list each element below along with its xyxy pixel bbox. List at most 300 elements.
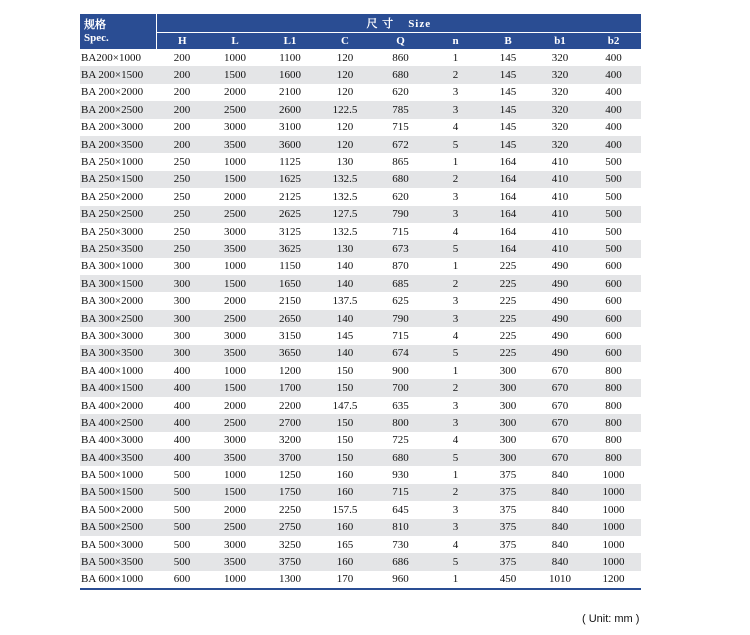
spec-cell: BA 400×1500 — [81, 382, 144, 395]
value-cell: 400 — [605, 69, 622, 82]
table-row — [80, 49, 641, 66]
value-cell: 685 — [392, 277, 409, 290]
value-cell: 2500 — [224, 521, 246, 534]
value-cell: 150 — [336, 434, 354, 447]
value-cell: 800 — [392, 416, 409, 429]
value-cell: 164 — [499, 156, 517, 169]
spec-cell: BA 300×3000 — [81, 329, 144, 342]
value-cell: 130 — [336, 242, 354, 255]
value-cell: 225 — [499, 312, 517, 325]
spec-cell: BA 200×2000 — [81, 86, 144, 99]
value-cell: 410 — [551, 190, 569, 203]
value-cell: 400 — [605, 138, 622, 151]
value-cell: 500 — [605, 225, 622, 238]
value-cell: 1000 — [602, 469, 625, 482]
value-cell: 1000 — [602, 556, 625, 569]
value-cell: 2500 — [224, 208, 246, 221]
value-cell: 375 — [499, 486, 517, 499]
value-cell: 500 — [605, 173, 622, 186]
table-row — [80, 188, 641, 205]
value-cell: 320 — [551, 86, 569, 99]
size-header-en: Size — [408, 18, 432, 30]
value-cell: 3150 — [279, 329, 301, 342]
spec-cell: BA 500×3500 — [81, 556, 144, 569]
value-cell: 320 — [551, 103, 569, 116]
column-header-row — [80, 33, 641, 50]
value-cell: 140 — [336, 312, 354, 325]
value-cell: 500 — [605, 190, 622, 203]
value-cell: 145 — [499, 86, 517, 99]
value-cell: 120 — [336, 51, 354, 64]
value-cell: 960 — [372, 571, 429, 589]
value-cell: 145 — [336, 329, 354, 342]
value-cell: 1000 — [602, 486, 625, 499]
value-cell: 3000 — [224, 329, 246, 342]
value-cell: 1500 — [224, 382, 246, 395]
spec-cell: BA 400×3000 — [81, 434, 144, 447]
value-cell: 410 — [551, 156, 569, 169]
spec-cell: BA 500×1000 — [81, 469, 144, 482]
value-cell: 145 — [499, 69, 517, 82]
value-cell: 790 — [392, 312, 409, 325]
value-cell: 122.5 — [332, 103, 358, 116]
value-cell: 3100 — [279, 121, 301, 134]
value-cell: 2600 — [279, 103, 301, 116]
value-cell: 132.5 — [332, 190, 358, 203]
spec-cell: BA 400×2000 — [81, 399, 144, 412]
table-row — [80, 414, 641, 431]
value-cell: 250 — [173, 156, 191, 169]
value-cell: 2250 — [279, 503, 301, 516]
unit-note: ( Unit: mm ) — [582, 613, 640, 625]
value-cell: 132.5 — [332, 225, 358, 238]
value-cell: 490 — [551, 329, 569, 342]
value-cell: 3000 — [224, 538, 246, 551]
value-cell: 2150 — [279, 295, 301, 308]
value-cell: 1000 — [224, 51, 246, 64]
value-cell: 3200 — [279, 434, 301, 447]
value-cell: 3500 — [224, 138, 246, 151]
value-cell: 674 — [392, 347, 409, 360]
table-row — [80, 501, 641, 518]
table-row — [80, 240, 641, 257]
value-cell: 400 — [173, 382, 191, 395]
spec-cell: BA 200×2500 — [81, 103, 144, 116]
value-cell: 3500 — [224, 347, 246, 360]
table-row — [80, 292, 641, 309]
value-cell: 225 — [499, 260, 517, 273]
value-cell: 4 — [452, 225, 459, 238]
value-cell: 137.5 — [332, 295, 358, 308]
value-cell: 620 — [392, 190, 409, 203]
spec-cell: BA 300×2500 — [81, 312, 144, 325]
value-cell: 1000 — [224, 469, 246, 482]
value-cell: 1300 — [262, 571, 318, 589]
value-cell: 5 — [452, 347, 459, 360]
value-cell: 120 — [336, 69, 354, 82]
value-cell: 2 — [452, 486, 459, 499]
spec-cell: BA 250×2000 — [81, 190, 144, 203]
value-cell: 164 — [499, 242, 517, 255]
value-cell: 300 — [499, 434, 517, 447]
value-cell: 2650 — [279, 312, 301, 325]
value-cell: 300 — [173, 260, 191, 273]
table-row — [80, 327, 641, 344]
spec-cell: BA 500×2500 — [81, 521, 144, 534]
value-cell: 200 — [173, 51, 191, 64]
value-cell: 225 — [499, 329, 517, 342]
value-cell: 145 — [499, 103, 517, 116]
value-cell: 2200 — [279, 399, 301, 412]
value-cell: 500 — [173, 469, 191, 482]
value-cell: 1500 — [224, 173, 246, 186]
value-cell: 120 — [336, 121, 354, 134]
value-cell: 3 — [452, 503, 459, 516]
value-cell: 225 — [499, 277, 517, 290]
value-cell: 1500 — [224, 486, 246, 499]
value-cell: 5 — [452, 138, 459, 151]
value-cell: 870 — [392, 260, 409, 273]
value-cell: 3125 — [279, 225, 301, 238]
spec-cell: BA 300×1000 — [81, 260, 144, 273]
value-cell: 800 — [605, 434, 622, 447]
value-cell: 200 — [173, 69, 191, 82]
table-row — [80, 553, 641, 570]
value-cell: 1600 — [279, 69, 301, 82]
value-cell: 157.5 — [332, 503, 358, 516]
value-cell: 490 — [551, 295, 569, 308]
value-cell: 300 — [173, 312, 191, 325]
value-cell: 4 — [452, 121, 459, 134]
value-cell: 165 — [336, 538, 354, 551]
value-cell: 600 — [605, 347, 622, 360]
value-cell: 1 — [452, 51, 459, 64]
table-row — [80, 223, 641, 240]
spec-cell: BA 200×1500 — [81, 69, 144, 82]
value-cell: 1200 — [279, 364, 301, 377]
value-cell: 686 — [392, 556, 409, 569]
value-cell: 145 — [499, 121, 517, 134]
value-cell: 500 — [173, 521, 191, 534]
value-cell: 3000 — [224, 434, 246, 447]
spec-cell: BA 600×1000 — [80, 571, 156, 589]
value-cell: 1000 — [602, 538, 625, 551]
size-header — [156, 14, 641, 33]
spec-cell: BA 200×3000 — [81, 121, 144, 134]
value-cell: 127.5 — [332, 208, 358, 221]
value-cell: 164 — [499, 208, 517, 221]
value-cell: 300 — [173, 329, 191, 342]
spec-table — [80, 14, 641, 590]
value-cell: 840 — [551, 503, 569, 516]
table-row — [80, 379, 641, 396]
value-cell: 5 — [452, 451, 459, 464]
value-cell: 2 — [452, 382, 459, 395]
value-cell: 3700 — [279, 451, 301, 464]
column-header: L1 — [262, 33, 318, 50]
value-cell: 500 — [173, 538, 191, 551]
value-cell: 490 — [551, 347, 569, 360]
value-cell: 200 — [173, 103, 191, 116]
spec-cell: BA200×1000 — [81, 51, 141, 64]
table-row — [80, 519, 641, 536]
value-cell: 1 — [429, 571, 482, 589]
spec-cell: BA 250×3500 — [81, 242, 144, 255]
table-row — [80, 84, 641, 101]
value-cell: 375 — [499, 556, 517, 569]
value-cell: 1500 — [224, 277, 246, 290]
value-cell: 145 — [499, 51, 517, 64]
value-cell: 300 — [499, 416, 517, 429]
column-header: H — [156, 33, 208, 50]
value-cell: 1000 — [224, 260, 246, 273]
value-cell: 3 — [452, 190, 459, 203]
value-cell: 150 — [336, 451, 354, 464]
table-row — [80, 449, 641, 466]
value-cell: 500 — [173, 556, 191, 569]
value-cell: 840 — [551, 538, 569, 551]
value-cell: 625 — [392, 295, 409, 308]
value-cell: 2750 — [279, 521, 301, 534]
value-cell: 164 — [499, 225, 517, 238]
value-cell: 250 — [173, 242, 191, 255]
spec-cell: BA 250×3000 — [81, 225, 144, 238]
table-row — [80, 362, 641, 379]
value-cell: 250 — [173, 208, 191, 221]
value-cell: 300 — [173, 277, 191, 290]
value-cell: 1200 — [586, 571, 641, 589]
value-cell: 2500 — [224, 312, 246, 325]
value-cell: 1 — [452, 260, 459, 273]
value-cell: 3500 — [224, 556, 246, 569]
value-cell: 2000 — [224, 503, 246, 516]
spec-cell: BA 300×1500 — [81, 277, 144, 290]
value-cell: 2500 — [224, 103, 246, 116]
spec-cell: BA 300×2000 — [81, 295, 144, 308]
value-cell: 1700 — [279, 382, 301, 395]
table-row — [80, 171, 641, 188]
value-cell: 700 — [392, 382, 409, 395]
value-cell: 1750 — [279, 486, 301, 499]
value-cell: 4 — [452, 434, 459, 447]
value-cell: 3000 — [224, 121, 246, 134]
column-header: b2 — [586, 33, 641, 50]
value-cell: 635 — [392, 399, 409, 412]
value-cell: 2000 — [224, 190, 246, 203]
value-cell: 1000 — [602, 503, 625, 516]
value-cell: 375 — [499, 503, 517, 516]
value-cell: 800 — [605, 416, 622, 429]
value-cell: 680 — [392, 173, 409, 186]
value-cell: 160 — [336, 556, 354, 569]
value-cell: 3600 — [279, 138, 301, 151]
value-cell: 673 — [392, 242, 409, 255]
value-cell: 900 — [392, 364, 409, 377]
value-cell: 120 — [336, 86, 354, 99]
value-cell: 140 — [336, 347, 354, 360]
value-cell: 490 — [551, 260, 569, 273]
value-cell: 5 — [452, 556, 459, 569]
value-cell: 670 — [551, 416, 569, 429]
value-cell: 320 — [551, 51, 569, 64]
value-cell: 400 — [605, 86, 622, 99]
value-cell: 3500 — [224, 242, 246, 255]
value-cell: 164 — [499, 190, 517, 203]
table-row — [80, 258, 641, 275]
spec-cell: BA 400×1000 — [81, 364, 144, 377]
value-cell: 2700 — [279, 416, 301, 429]
value-cell: 672 — [392, 138, 409, 151]
value-cell: 160 — [336, 521, 354, 534]
spec-cell: BA 200×3500 — [81, 138, 144, 151]
value-cell: 160 — [336, 469, 354, 482]
value-cell: 3650 — [279, 347, 301, 360]
value-cell: 1150 — [279, 260, 301, 273]
value-cell: 300 — [499, 364, 517, 377]
value-cell: 400 — [173, 451, 191, 464]
value-cell: 2 — [452, 173, 459, 186]
value-cell: 840 — [551, 521, 569, 534]
value-cell: 785 — [392, 103, 409, 116]
value-cell: 300 — [499, 451, 517, 464]
value-cell: 670 — [551, 364, 569, 377]
value-cell: 145 — [499, 138, 517, 151]
value-cell: 1650 — [279, 277, 301, 290]
table-row — [80, 136, 641, 153]
table-row — [80, 484, 641, 501]
value-cell: 400 — [173, 434, 191, 447]
value-cell: 3250 — [279, 538, 301, 551]
value-cell: 400 — [173, 399, 191, 412]
column-header: L — [208, 33, 262, 50]
value-cell: 150 — [336, 364, 354, 377]
value-cell: 500 — [605, 242, 622, 255]
value-cell: 1 — [452, 156, 459, 169]
value-cell: 4 — [452, 538, 459, 551]
value-cell: 170 — [318, 571, 372, 589]
value-cell: 3 — [452, 86, 459, 99]
value-cell: 500 — [605, 208, 622, 221]
value-cell: 3000 — [224, 225, 246, 238]
value-cell: 680 — [392, 451, 409, 464]
value-cell: 2000 — [224, 399, 246, 412]
value-cell: 840 — [551, 486, 569, 499]
value-cell: 620 — [392, 86, 409, 99]
value-cell: 600 — [156, 571, 208, 589]
value-cell: 810 — [392, 521, 409, 534]
value-cell: 490 — [551, 312, 569, 325]
value-cell: 3 — [452, 295, 459, 308]
value-cell: 600 — [605, 295, 622, 308]
value-cell: 800 — [605, 451, 622, 464]
spec-cell: BA 300×3500 — [81, 347, 144, 360]
spec-cell: BA 500×2000 — [81, 503, 144, 516]
value-cell: 730 — [392, 538, 409, 551]
spec-header-zh: 规格 — [84, 18, 106, 31]
value-cell: 715 — [392, 121, 409, 134]
value-cell: 790 — [392, 208, 409, 221]
value-cell: 930 — [392, 469, 409, 482]
value-cell: 225 — [499, 295, 517, 308]
value-cell: 670 — [551, 434, 569, 447]
table-row — [80, 153, 641, 170]
value-cell: 410 — [551, 208, 569, 221]
table-row — [80, 345, 641, 362]
value-cell: 600 — [605, 277, 622, 290]
value-cell: 450 — [482, 571, 534, 589]
value-cell: 1000 — [224, 156, 246, 169]
value-cell: 600 — [605, 260, 622, 273]
value-cell: 1500 — [224, 69, 246, 82]
value-cell: 715 — [392, 486, 409, 499]
spec-cell: BA 500×3000 — [81, 538, 144, 551]
table-row — [80, 119, 641, 136]
value-cell: 600 — [605, 329, 622, 342]
value-cell: 3750 — [279, 556, 301, 569]
value-cell: 140 — [336, 277, 354, 290]
value-cell: 1 — [452, 364, 459, 377]
value-cell: 490 — [551, 277, 569, 290]
value-cell: 865 — [392, 156, 409, 169]
value-cell: 410 — [551, 242, 569, 255]
value-cell: 2 — [452, 69, 459, 82]
value-cell: 840 — [551, 469, 569, 482]
value-cell: 1000 — [224, 364, 246, 377]
table-row — [80, 432, 641, 449]
value-cell: 680 — [392, 69, 409, 82]
value-cell: 320 — [551, 138, 569, 151]
value-cell: 500 — [173, 486, 191, 499]
table-row — [80, 275, 641, 292]
value-cell: 840 — [551, 556, 569, 569]
value-cell: 3 — [452, 312, 459, 325]
value-cell: 3 — [452, 521, 459, 534]
spec-cell: BA 250×1500 — [81, 173, 144, 186]
value-cell: 320 — [551, 121, 569, 134]
value-cell: 500 — [173, 503, 191, 516]
value-cell: 375 — [499, 538, 517, 551]
value-cell: 1125 — [279, 156, 301, 169]
value-cell: 3 — [452, 416, 459, 429]
value-cell: 3 — [452, 208, 459, 221]
value-cell: 250 — [173, 225, 191, 238]
value-cell: 300 — [499, 382, 517, 395]
spec-cell: BA 250×2500 — [81, 208, 144, 221]
value-cell: 400 — [605, 121, 622, 134]
spec-cell: BA 400×2500 — [81, 416, 144, 429]
spec-cell: BA 400×3500 — [81, 451, 144, 464]
value-cell: 132.5 — [332, 173, 358, 186]
table-header — [80, 14, 641, 49]
table-row — [80, 397, 641, 414]
value-cell: 800 — [605, 364, 622, 377]
value-cell: 3 — [452, 103, 459, 116]
value-cell: 1000 — [208, 571, 262, 589]
value-cell: 3500 — [224, 451, 246, 464]
value-cell: 2625 — [279, 208, 301, 221]
value-cell: 2125 — [279, 190, 301, 203]
value-cell: 160 — [336, 486, 354, 499]
value-cell: 2 — [452, 277, 459, 290]
value-cell: 715 — [392, 225, 409, 238]
value-cell: 670 — [551, 382, 569, 395]
table-row — [80, 101, 641, 118]
value-cell: 4 — [452, 329, 459, 342]
column-header: b1 — [534, 33, 586, 50]
value-cell: 645 — [392, 503, 409, 516]
value-cell: 1250 — [279, 469, 301, 482]
value-cell: 2000 — [224, 86, 246, 99]
